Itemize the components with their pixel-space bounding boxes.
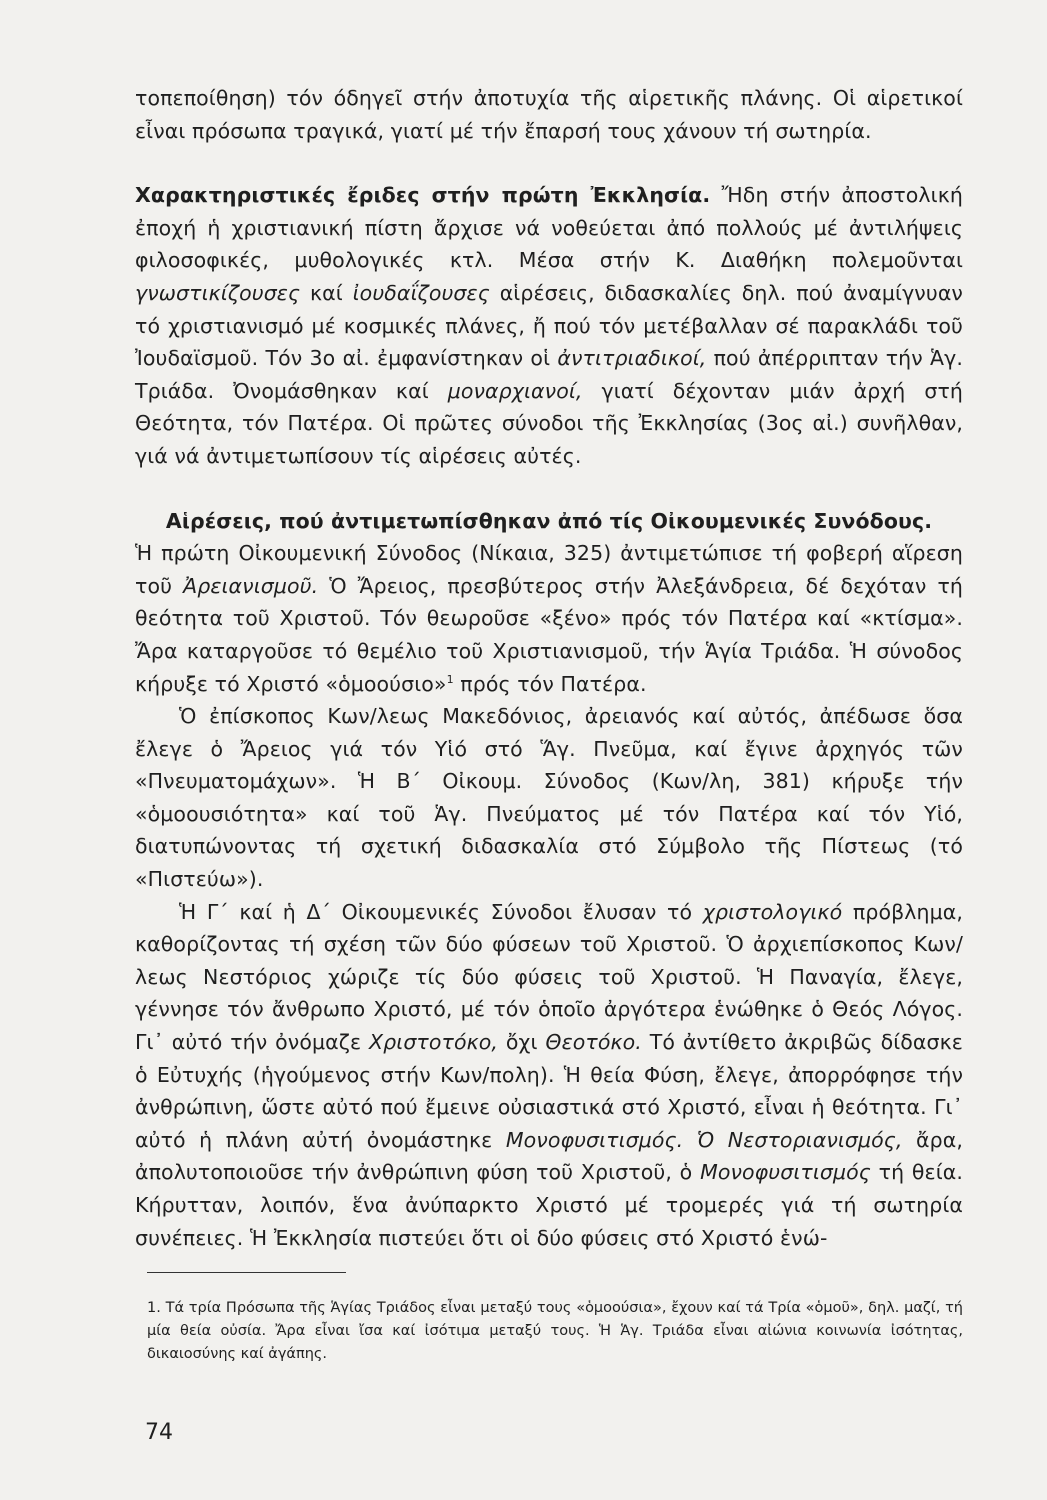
- p3-text-e: [683, 1128, 697, 1152]
- p3-text-g: τή θεία. Κήρυτταν, λοιπόν, ἕνα ἀνύπαρκτο Χριστό μέ τρομερές γιά τή σωτηρία συνέπειες. Ἡ Ἐκκλησία πιστεύει ὅτι οἱ δύο φύσεις στό Χριστό ἑνώ-: [135, 1160, 963, 1250]
- section-characteristic-disputes: [135, 179, 963, 472]
- section1-text-b: καί: [300, 280, 353, 305]
- p3-text-f: ἄρα, ἀπολυτοποιοῦσε τήν ἀνθρώπινη φύση τοῦ Χριστοῦ, ὁ: [135, 1127, 963, 1185]
- term-monarchian: μοναρχιανοί,: [447, 378, 583, 403]
- term-antitrinitarian: ἀντιτριαδικοί,: [557, 346, 707, 371]
- paragraph-second-council: Ὁ ἐπίσκοπος Κων/λεως Μακεδόνιος, ἀρειανός καί αὐτός, ἀπέδωσε ὅσα ἔλεγε ὁ Ἄρειος γιά τόν Υἱό στό Ἅγ. Πνεῦμα, καί ἔγινε ἀρχηγός τῶν «Πνευματομάχων». Ἡ Β΄ Οἰκουμ. Σύνοδος (Κων/λη, 381) κήρυξε τήν «ὁμοουσιότητα» καί τοῦ Ἁγ. Πνεύματος μέ τόν Πατέρα καί τόν Υἱό, διατυπώνοντας τή σχετική διδασκαλία στό Σύμβολο τῆς Πίστεως (τό «Πιστεύω»).: [135, 704, 963, 892]
- paragraph-third-fourth-councils: [135, 896, 963, 1255]
- section1-text-a: Ἤδη στήν ἀποστολική ἐποχή ἡ χριστιανική πίστη ἄρχισε νά νοθεύεται ἀπό πολλούς μέ ἀντιλήψεις φιλοσοφικές, μυθολογικές κτλ. Μέσα στήν Κ. Διαθήκη πολεμοῦνται: [135, 183, 963, 273]
- opening-paragraph: τοπεποίθηση) τόν όδηγεῖ στήν ἀποτυχία τῆς αἱρετικῆς πλάνης. Οἱ αἱρετικοί εἶναι πρόσωπα τραγικά, γιατί μέ τήν ἔπαρσή τους χάνουν τή σωτηρία.: [135, 86, 963, 143]
- p3-text-d: Τό ἀντίθετο ἀκριβῶς δίδασκε ὁ Εὐτυχής (ἡγούμενος στήν Κων/πολη). Ἡ θεία Φύση, ἔλεγε, ἀπορρόφησε τήν ἀνθρώπινη, ὥστε αὐτό πού ἔμεινε οὐσιαστικά στό Χριστό, εἶναι ἡ θεότητα. Γι᾿ αὐτό ἡ πλάνη αὐτή ὀνομάστηκε: [135, 1030, 963, 1152]
- term-arianism: Ἀρειανισμοῦ.: [183, 573, 319, 598]
- p3-text-b: πρόβλημα, καθορίζοντας τή σχέση τῶν δύο φύσεων τοῦ Χριστοῦ. Ὁ ἀρχιεπίσκοπος Κων/λεως Νεστόριος χώριζε τίς δύο φύσεις τοῦ Χριστοῦ. Ἡ Παναγία, ἔλεγε, γέννησε τόν ἄνθρωπο Χριστό, μέ τόν ὁποῖο ἀργότερα ἑνώθηκε ὁ Θεός Λόγος. Γι᾿ αὐτό τήν ὀνόμαζε: [135, 899, 963, 1055]
- section1-text-d: πού ἀπέρριπταν τήν Ἁγ. Τριάδα. Ὀνομάσθηκαν καί: [135, 346, 963, 403]
- term-judaizing: ἰουδαΐζουσες: [352, 280, 490, 305]
- body-text: [135, 82, 963, 1254]
- p3-text-a: Ἡ Γ΄ καί ἡ Δ΄ Οἰκουμενικές Σύνοδοι ἔλυσαν τό: [179, 899, 703, 924]
- term-christotokos: Χριστοτόκο,: [369, 1030, 499, 1055]
- footnote: 1. Τά τρία Πρόσωπα τῆς Ἁγίας Τριάδος εἶναι μεταξύ τους «ὁμοούσια», ἔχουν καί τά Τρία «ὁμοῦ», δηλ. μαζί, τή μία θεία οὐσία. Ἄρα εἶναι ἴσα καί ἰσότιμα μεταξύ τους. Ἡ Ἁγ. Τριάδα εἶναι αἰώνια κοινωνία ἰσότητας, δικαιοσύνης καί ἀγάπης.: [147, 1299, 963, 1362]
- paragraph-gap: [135, 147, 963, 179]
- term-theotokos: Θεοτόκο.: [545, 1030, 642, 1055]
- p1-text-c: πρός τόν Πατέρα.: [453, 671, 647, 696]
- term-nestorianism: Ὁ Νεστοριανισμός,: [696, 1127, 903, 1152]
- p1-text-a: Ἡ πρώτη Οἰκουμενική Σύνοδος (Νίκαια, 325) ἀντιμετώπισε τή φοβερή αἵρεση τοῦ: [135, 541, 963, 598]
- paragraph-gap: [135, 473, 963, 505]
- section1-text-e: γιατί δέχονταν μιάν ἀρχή στή Θεότητα, τόν Πατέρα. Οἱ πρῶτες σύνοδοι τῆς Ἐκκλησίας (3ος αἰ.) συνῆλθαν, γιά νά ἀντιμετωπίσουν τίς αἱρέσεις αὐτές.: [135, 378, 963, 468]
- term-monophysitism: Μονοφυσιτισμός.: [505, 1127, 684, 1152]
- term-gnostic: γνωστικίζουσες: [135, 280, 301, 305]
- p1-text-b: Ὁ Ἄρειος, πρεσβύτερος στήν Ἀλεξάνδρεια, δέ δεχόταν τή θεότητα τοῦ Χριστοῦ. Τόν θεωροῦσε «ξένο» πρός τόν Πατέρα καί «κτίσμα». Ἄρα καταργοῦσε τό θεμέλιο τοῦ Χριστιανισμοῦ, τήν Ἁγία Τριάδα. Ἡ σύνοδος κήρυξε τό Χριστό «ὁμοούσιο»: [135, 573, 963, 696]
- paragraph-first-council: [135, 537, 963, 700]
- section-heading-disputes: Χαρακτηριστικές ἔριδες στήν πρώτη Ἐκκλησία.: [135, 183, 711, 208]
- term-christological: χριστολογικό: [702, 899, 843, 924]
- section1-text-c: αἱρέσεις, διδασκαλίες δηλ. πού ἀναμίγνυαν τό χριστιανισμό μέ κοσμικές πλάνες, ἤ πού τόν μετέβαλλαν σέ παρακλάδι τοῦ Ἰουδαϊσμοῦ. Τόν 3ο αἰ. ἐμφανίστηκαν οἱ: [135, 280, 963, 371]
- term-monophysitism-2: Μονοφυσιτισμός: [700, 1160, 871, 1185]
- page-number: 74: [145, 1420, 173, 1445]
- p3-text-c: ὄχι: [498, 1030, 546, 1055]
- footnote-divider: [147, 1272, 346, 1273]
- section-heading-heresies: Αἱρέσεις, πού ἀντιμετωπίσθηκαν ἀπό τίς Οἰκουμενικές Συνόδους.: [165, 508, 933, 533]
- footnote-reference: 1: [446, 672, 454, 686]
